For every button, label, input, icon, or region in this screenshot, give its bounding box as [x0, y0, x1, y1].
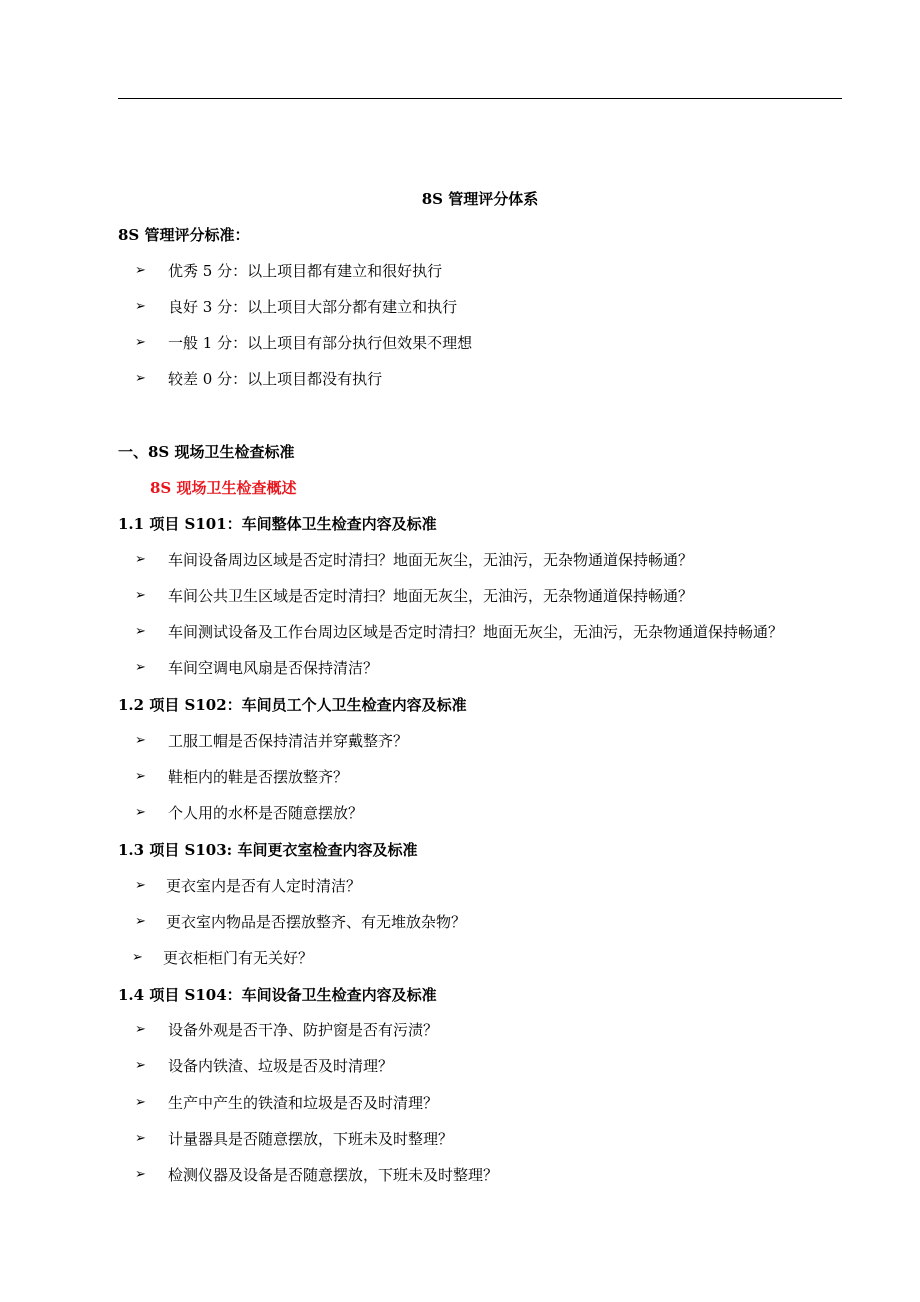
check-point: 检测仪器及设备是否随意摆放，下班未及时整理？ [168, 1166, 499, 1184]
check-point: 生产中产生的铁渣和垃圾是否及时清理？ [168, 1094, 439, 1112]
scoring-item: 优秀 5 分：以上项目都有建立和很好执行 [168, 262, 443, 280]
arrow-bullet-icon: ➢ [135, 263, 146, 278]
item-heading-s103: 1.3 项目 S103: 车间更衣室检查内容及标准 [118, 841, 418, 859]
arrow-bullet-icon: ➢ [135, 299, 146, 314]
check-point: 更衣室内是否有人定时清洁？ [166, 877, 362, 895]
check-point: 设备外观是否干净、防护窗是否有污渍？ [168, 1021, 439, 1039]
arrow-bullet-icon: ➢ [135, 552, 146, 567]
check-point: 车间公共卫生区域是否定时清扫？地面无灰尘，无油污，无杂物通道保持畅通？ [168, 587, 694, 605]
arrow-bullet-icon: ➢ [135, 914, 146, 929]
scoring-item: 一般 1 分：以上项目有部分执行但效果不理想 [168, 334, 473, 352]
arrow-bullet-icon: ➢ [135, 371, 146, 386]
arrow-bullet-icon: ➢ [135, 588, 146, 603]
check-point: 个人用的水杯是否随意摆放？ [168, 804, 364, 822]
arrow-bullet-icon: ➢ [135, 1167, 146, 1182]
check-point: 车间空调电风扇是否保持清洁？ [168, 659, 379, 677]
arrow-bullet-icon: ➢ [135, 624, 146, 639]
check-point: 车间设备周边区域是否定时清扫？地面无灰尘，无油污，无杂物通道保持畅通？ [168, 551, 694, 569]
check-point: 更衣室内物品是否摆放整齐、有无堆放杂物？ [166, 913, 467, 931]
check-point: 工服工帽是否保持清洁并穿戴整齐？ [168, 732, 409, 750]
arrow-bullet-icon: ➢ [135, 1058, 146, 1073]
scoring-item: 良好 3 分：以上项目大部分都有建立和执行 [168, 298, 458, 316]
arrow-bullet-icon: ➢ [135, 1131, 146, 1146]
arrow-bullet-icon: ➢ [135, 733, 146, 748]
check-point: 更衣柜柜门有无关好？ [163, 949, 314, 967]
item-heading-s101: 1.1 项目 S101：车间整体卫生检查内容及标准 [118, 515, 437, 533]
arrow-bullet-icon: ➢ [135, 1095, 146, 1110]
section1-heading: 一、8S 现场卫生检查标准 [118, 443, 295, 461]
arrow-bullet-icon: ➢ [135, 769, 146, 784]
arrow-bullet-icon: ➢ [135, 335, 146, 350]
check-point: 设备内铁渣、垃圾是否及时清理？ [168, 1057, 394, 1075]
doc-title: 8S 管理评分体系 [421, 190, 539, 208]
arrow-bullet-icon: ➢ [135, 805, 146, 820]
arrow-bullet-icon: ➢ [135, 878, 146, 893]
header-rule [118, 98, 842, 99]
arrow-bullet-icon: ➢ [135, 660, 146, 675]
item-heading-s104: 1.4 项目 S104：车间设备卫生检查内容及标准 [118, 986, 437, 1004]
section1-overview: 8S 现场卫生检查概述 [150, 479, 297, 497]
scoring-item: 较差 0 分：以上项目都没有执行 [168, 370, 383, 388]
arrow-bullet-icon: ➢ [135, 1022, 146, 1037]
check-point: 鞋柜内的鞋是否摆放整齐？ [168, 768, 349, 786]
check-point: 车间测试设备及工作台周边区域是否定时清扫？地面无灰尘，无油污，无杂物通道保持畅通？ [168, 623, 784, 641]
arrow-bullet-icon: ➢ [132, 950, 143, 965]
item-heading-s102: 1.2 项目 S102：车间员工个人卫生检查内容及标准 [118, 696, 467, 714]
scoring-heading: 8S 管理评分标准： [118, 226, 250, 244]
check-point: 计量器具是否随意摆放，下班未及时整理？ [168, 1130, 454, 1148]
